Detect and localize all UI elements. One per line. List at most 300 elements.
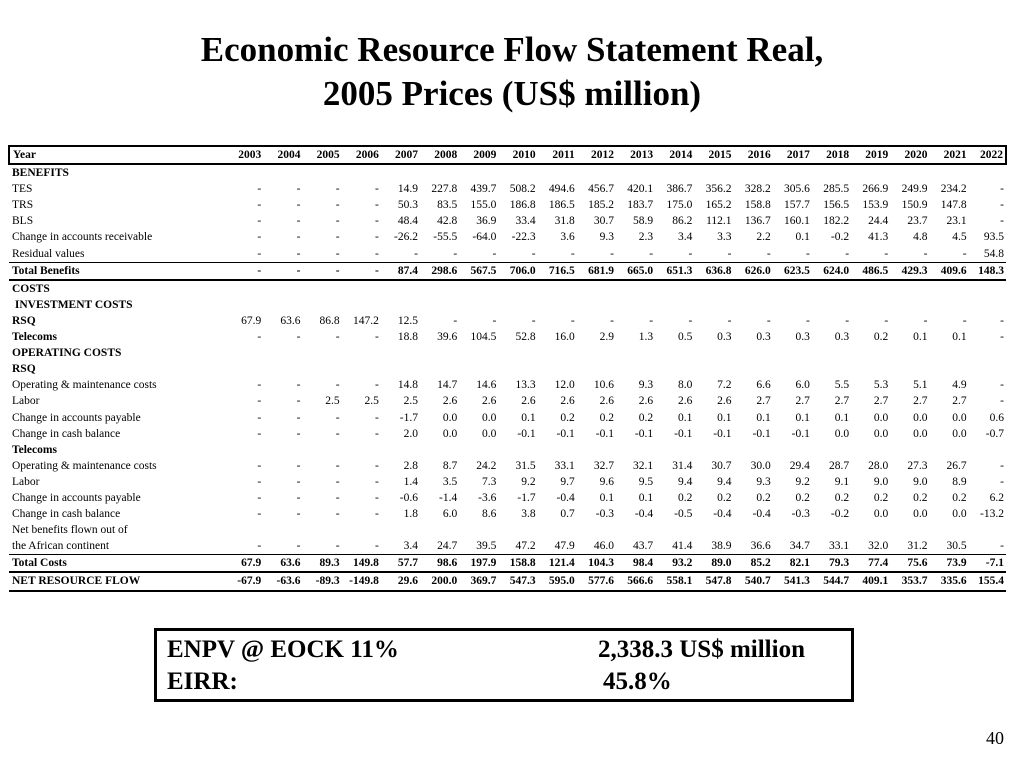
cell-value: 41.4 <box>672 540 693 553</box>
cell-value: - <box>257 508 262 521</box>
cell-value: 41.3 <box>868 231 889 244</box>
cell-value <box>812 280 851 297</box>
cell-value: 624.0 <box>812 262 851 280</box>
cell-value: 2021 <box>929 146 968 164</box>
table-row <box>9 426 1006 442</box>
resource-flow-table-container <box>8 145 1007 592</box>
cell-value: 0.0 <box>442 427 458 440</box>
cell-value: 249.9 <box>901 183 928 196</box>
cell-value: 486.5 <box>851 262 890 280</box>
cell-value: 9.3 <box>638 379 654 392</box>
cell-value: 9.2 <box>795 475 810 488</box>
cell-value: 147.8 <box>940 199 967 212</box>
cell-value: 0.3 <box>834 331 850 344</box>
cell-value <box>538 280 577 297</box>
cell-value <box>342 361 381 377</box>
cell-value <box>498 522 537 538</box>
cell-value: 104.5 <box>470 331 497 344</box>
cell-value: 4.5 <box>952 231 967 244</box>
cell-value <box>538 361 577 377</box>
cell-value: 86.2 <box>672 215 693 228</box>
cell-value: 9.7 <box>560 475 575 488</box>
cell-value <box>302 164 341 181</box>
cell-value: 0.2 <box>638 411 654 424</box>
table-header-row <box>9 146 1006 164</box>
row-label: Year <box>9 146 224 164</box>
cell-value <box>224 280 263 297</box>
cell-value <box>851 164 890 181</box>
cell-value: 706.0 <box>498 262 537 280</box>
cell-value: -3.6 <box>478 491 497 504</box>
cell-value: 544.7 <box>812 572 851 590</box>
cell-value: 0.3 <box>756 331 771 344</box>
cell-value <box>420 280 459 297</box>
cell-value <box>263 164 302 181</box>
cell-value: - <box>296 199 301 212</box>
cell-value: - <box>257 491 262 504</box>
cell-value: - <box>374 379 379 392</box>
cell-value <box>224 297 263 313</box>
cell-value <box>498 280 537 297</box>
cell-value: 2.5 <box>325 395 340 408</box>
enpv-label: ENPV @ EOCK 11% <box>167 636 399 663</box>
cell-value: 0.2 <box>795 491 810 504</box>
cell-value: - <box>374 427 379 440</box>
cell-value <box>577 280 616 297</box>
cell-value: 1.8 <box>403 508 419 521</box>
cell-value: 98.6 <box>420 555 459 573</box>
cell-value: 6.6 <box>756 379 771 392</box>
cell-value <box>851 361 890 377</box>
cell-value <box>342 280 381 297</box>
cell-value <box>969 361 1006 377</box>
cell-value: 93.5 <box>983 231 1004 244</box>
cell-value: 3.5 <box>442 475 458 488</box>
cell-value: 29.4 <box>789 459 810 472</box>
cell-value: - <box>342 262 381 280</box>
cell-value: 0.7 <box>560 508 575 521</box>
cell-value <box>734 522 773 538</box>
row-label: Change in cash balance <box>12 508 121 521</box>
cell-value: 681.9 <box>577 262 616 280</box>
cell-value <box>616 345 655 361</box>
table-row <box>9 506 1006 522</box>
cell-value: 2.7 <box>756 395 771 408</box>
cell-value: 63.6 <box>263 555 302 573</box>
cell-value: 547.3 <box>498 572 537 590</box>
cell-value: - <box>492 247 497 260</box>
cell-value <box>694 345 733 361</box>
cell-value: - <box>923 247 928 260</box>
row-label: Telecoms <box>12 443 57 456</box>
net-flow-row <box>9 572 1006 590</box>
cell-value <box>342 345 381 361</box>
cell-value: - <box>257 215 262 228</box>
cell-value: - <box>374 540 379 553</box>
cell-value: -1.7 <box>517 491 536 504</box>
cell-value: 26.7 <box>946 459 967 472</box>
section-row <box>9 164 1006 181</box>
table-row <box>9 181 1006 197</box>
cell-value: - <box>1000 314 1004 327</box>
cell-value: - <box>1000 459 1004 472</box>
cell-value: 456.7 <box>588 183 614 196</box>
cell-value <box>890 442 929 458</box>
cell-value: 2.6 <box>638 395 654 408</box>
cell-value <box>890 522 929 538</box>
resource-flow-table <box>8 145 1007 592</box>
cell-value: 54.8 <box>983 247 1004 260</box>
cell-value <box>538 345 577 361</box>
cell-value: -64.0 <box>472 231 497 244</box>
cell-value <box>302 442 341 458</box>
enpv-value: 2,338.3 US$ million <box>598 636 805 663</box>
cell-value <box>538 164 577 181</box>
cell-value <box>812 442 851 458</box>
cell-value: 429.3 <box>890 262 929 280</box>
cell-value <box>381 297 420 313</box>
cell-value <box>773 164 812 181</box>
cell-value: 540.7 <box>734 572 773 590</box>
cell-value: 409.1 <box>851 572 890 590</box>
cell-value: 356.2 <box>705 183 732 196</box>
table-row <box>9 474 1006 490</box>
cell-value: - <box>962 314 967 327</box>
cell-value: 5.5 <box>834 379 850 392</box>
cell-value: 165.2 <box>705 199 732 212</box>
cell-value <box>694 280 733 297</box>
table-row <box>9 197 1006 213</box>
cell-value <box>655 522 694 538</box>
cell-value: 2019 <box>851 146 890 164</box>
cell-value <box>577 345 616 361</box>
cell-value: - <box>296 475 301 488</box>
cell-value: - <box>224 262 263 280</box>
page-number: 40 <box>986 728 1004 748</box>
cell-value: 577.6 <box>577 572 616 590</box>
cell-value: - <box>1000 395 1004 408</box>
cell-value: - <box>374 247 379 260</box>
cell-value: 6.0 <box>795 379 810 392</box>
cell-value: 494.6 <box>548 183 575 196</box>
cell-value: 89.3 <box>302 555 341 573</box>
cell-value <box>616 361 655 377</box>
cell-value: 0.0 <box>873 427 889 440</box>
cell-value <box>616 280 655 297</box>
cell-value: - <box>296 508 301 521</box>
cell-value: 558.1 <box>655 572 694 590</box>
cell-value: 1.4 <box>403 475 419 488</box>
cell-value: 0.0 <box>952 508 967 521</box>
cell-value: -0.1 <box>595 427 614 440</box>
cell-value: 4.9 <box>952 379 967 392</box>
cell-value: 3.3 <box>717 231 732 244</box>
cell-value <box>263 361 302 377</box>
cell-value: - <box>335 508 340 521</box>
cell-value <box>773 297 812 313</box>
cell-value <box>538 442 577 458</box>
cell-value: -63.6 <box>263 572 302 590</box>
cell-value: - <box>1000 215 1004 228</box>
row-label: Residual values <box>12 247 85 260</box>
eirr-value: 45.8% <box>603 668 672 695</box>
cell-value: 93.2 <box>655 555 694 573</box>
cell-value: 409.6 <box>929 262 968 280</box>
cell-value: 0.2 <box>677 491 693 504</box>
cell-value: 47.9 <box>554 540 575 553</box>
cell-value: 9.2 <box>521 475 536 488</box>
table-row <box>9 538 1006 555</box>
cell-value: 2008 <box>420 146 459 164</box>
cell-value: 2016 <box>734 146 773 164</box>
cell-value <box>929 442 968 458</box>
row-label: TRS <box>12 199 34 212</box>
cell-value: 2.7 <box>834 395 850 408</box>
cell-value: 0.0 <box>873 411 889 424</box>
row-label: the African continent <box>12 540 110 553</box>
cell-value <box>459 164 498 181</box>
cell-value: 0.0 <box>482 427 497 440</box>
cell-value: 567.5 <box>459 262 498 280</box>
cell-value: 2013 <box>616 146 655 164</box>
cell-value: -13.2 <box>980 508 1004 521</box>
cell-value: 651.3 <box>655 262 694 280</box>
cell-value: 156.5 <box>823 199 850 212</box>
cell-value: - <box>257 540 262 553</box>
cell-value <box>263 297 302 313</box>
cell-value: 0.1 <box>756 411 771 424</box>
cell-value: 6.0 <box>442 508 458 521</box>
cell-value: 2.7 <box>795 395 810 408</box>
cell-value: - <box>302 262 341 280</box>
title-line-2: 2005 Prices (US$ million) <box>322 74 702 113</box>
cell-value: 2007 <box>381 146 420 164</box>
cell-value: 13.3 <box>515 379 536 392</box>
cell-value <box>498 442 537 458</box>
cell-value <box>812 164 851 181</box>
cell-value: - <box>962 247 967 260</box>
cell-value: 2.0 <box>403 427 419 440</box>
cell-value <box>616 522 655 538</box>
cell-value: 29.6 <box>381 572 420 590</box>
cell-value <box>851 345 890 361</box>
cell-value: 23.7 <box>907 215 928 228</box>
cell-value: 0.0 <box>913 427 928 440</box>
cell-value: 3.4 <box>403 540 419 553</box>
table-row <box>9 229 1006 245</box>
cell-value: 79.3 <box>812 555 851 573</box>
row-label: Change in accounts receivable <box>12 231 153 244</box>
row-label: Labor <box>12 395 40 408</box>
summary-box <box>154 628 854 702</box>
cell-value: - <box>257 459 262 472</box>
cell-value: 31.5 <box>515 459 536 472</box>
cell-value: 335.6 <box>929 572 968 590</box>
cell-value: -0.1 <box>517 427 536 440</box>
cell-value <box>263 345 302 361</box>
cell-value <box>224 361 263 377</box>
cell-value: 0.2 <box>873 491 889 504</box>
cell-value <box>263 442 302 458</box>
eirr-row <box>163 666 845 698</box>
cell-value: - <box>296 427 301 440</box>
cell-value: 75.6 <box>890 555 929 573</box>
cell-value <box>420 164 459 181</box>
cell-value <box>851 522 890 538</box>
cell-value: 2015 <box>694 146 733 164</box>
cell-value: 0.1 <box>834 411 850 424</box>
cell-value <box>890 297 929 313</box>
cell-value: - <box>1000 540 1004 553</box>
cell-value: 2004 <box>263 146 302 164</box>
cell-value: - <box>296 459 301 472</box>
section-row <box>9 442 1006 458</box>
cell-value: 6.2 <box>989 491 1004 504</box>
cell-value: - <box>335 199 340 212</box>
table-row <box>9 377 1006 393</box>
cell-value: 24.2 <box>476 459 497 472</box>
cell-value <box>420 345 459 361</box>
cell-value: -0.3 <box>791 508 810 521</box>
row-label: RSQ <box>12 314 36 327</box>
cell-value: 10.6 <box>593 379 614 392</box>
row-label: BENEFITS <box>12 167 69 180</box>
cell-value: 2022 <box>969 146 1006 164</box>
cell-value: 0.0 <box>834 427 850 440</box>
cell-value: - <box>570 247 575 260</box>
cell-value <box>577 164 616 181</box>
cell-value <box>381 280 420 297</box>
cell-value <box>459 345 498 361</box>
row-label: Change in accounts payable <box>12 411 141 424</box>
section-row <box>9 345 1006 361</box>
cell-value: 46.0 <box>593 540 614 553</box>
cell-value: 5.1 <box>913 379 928 392</box>
table-row <box>9 246 1006 263</box>
cell-value <box>734 345 773 361</box>
cell-value: 566.6 <box>616 572 655 590</box>
cell-value: 541.3 <box>773 572 812 590</box>
cell-value <box>734 164 773 181</box>
cell-value: 153.9 <box>862 199 889 212</box>
cell-value: 31.8 <box>554 215 575 228</box>
cell-value: 121.4 <box>538 555 577 573</box>
cell-value: - <box>335 231 340 244</box>
section-row <box>9 361 1006 377</box>
cell-value: 0.0 <box>913 411 928 424</box>
cell-value: -0.2 <box>830 231 850 244</box>
cell-value <box>224 522 263 538</box>
cell-value: 186.8 <box>509 199 536 212</box>
cell-value: 30.7 <box>711 459 732 472</box>
cell-value: 42.8 <box>437 215 458 228</box>
cell-value: 439.7 <box>470 183 497 196</box>
cell-value: 0.2 <box>717 491 732 504</box>
cell-value: 136.7 <box>744 215 771 228</box>
cell-value: - <box>845 247 850 260</box>
cell-value: 2.6 <box>442 395 458 408</box>
cell-value <box>655 297 694 313</box>
cell-value <box>577 297 616 313</box>
cell-value: -1.7 <box>399 411 419 424</box>
cell-value: 58.9 <box>633 215 654 228</box>
cell-value: 2.2 <box>756 231 771 244</box>
cell-value: - <box>335 427 340 440</box>
cell-value: 50.3 <box>397 199 419 212</box>
cell-value: 14.7 <box>437 379 458 392</box>
cell-value: - <box>766 314 771 327</box>
cell-value: 3.6 <box>560 231 575 244</box>
cell-value <box>812 522 851 538</box>
cell-value: 0.2 <box>599 411 614 424</box>
cell-value <box>224 164 263 181</box>
cell-value <box>969 297 1006 313</box>
cell-value: - <box>845 314 850 327</box>
cell-value <box>342 442 381 458</box>
cell-value: 285.5 <box>823 183 850 196</box>
cell-value <box>812 361 851 377</box>
table-row <box>9 393 1006 409</box>
cell-value: 2018 <box>812 146 851 164</box>
table-row <box>9 213 1006 229</box>
row-label: NET RESOURCE FLOW <box>9 572 224 590</box>
cell-value: - <box>1000 475 1004 488</box>
cell-value <box>577 442 616 458</box>
cell-value: - <box>374 459 379 472</box>
page-title <box>0 28 1024 116</box>
cell-value: 157.7 <box>784 199 810 212</box>
cell-value <box>929 280 968 297</box>
cell-value <box>890 361 929 377</box>
cell-value: 104.3 <box>577 555 616 573</box>
cell-value: 0.1 <box>599 491 614 504</box>
cell-value: - <box>570 314 575 327</box>
cell-value: 1.3 <box>638 331 654 344</box>
cell-value: 595.0 <box>538 572 577 590</box>
cell-value: 9.6 <box>599 475 614 488</box>
cell-value: 2003 <box>224 146 263 164</box>
cell-value: 234.2 <box>940 183 967 196</box>
cell-value <box>342 297 381 313</box>
cell-value <box>381 164 420 181</box>
cell-value: 2009 <box>459 146 498 164</box>
cell-value: - <box>374 215 379 228</box>
cell-value: 0.1 <box>952 331 967 344</box>
cell-value: - <box>492 314 497 327</box>
cell-value: 28.0 <box>868 459 889 472</box>
cell-value: -0.7 <box>985 427 1004 440</box>
section-row <box>9 297 1006 313</box>
cell-value: 0.0 <box>952 427 967 440</box>
cell-value: 3.4 <box>677 231 693 244</box>
row-label: TES <box>12 183 33 196</box>
cell-value: - <box>335 540 340 553</box>
cell-value: 86.8 <box>319 314 340 327</box>
row-label: RSQ <box>12 363 36 376</box>
cell-value: 0.1 <box>521 411 536 424</box>
cell-value: - <box>296 540 301 553</box>
cell-value: - <box>531 247 536 260</box>
cell-value <box>773 280 812 297</box>
cell-value: 0.3 <box>717 331 732 344</box>
cell-value: - <box>257 247 262 260</box>
total-row <box>9 555 1006 573</box>
cell-value: 52.8 <box>515 331 536 344</box>
cell-value: 89.0 <box>694 555 733 573</box>
cell-value: - <box>374 475 379 488</box>
cell-value: - <box>335 411 340 424</box>
cell-value <box>381 345 420 361</box>
